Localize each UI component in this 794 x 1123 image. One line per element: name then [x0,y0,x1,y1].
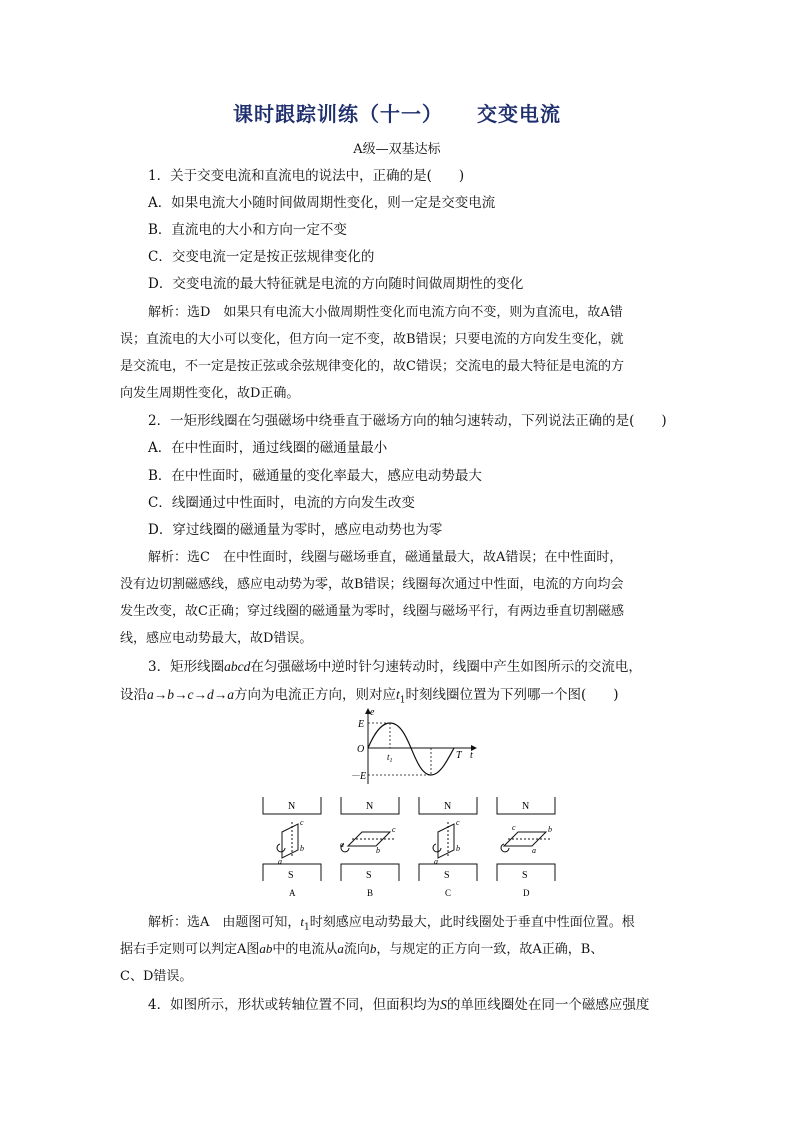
fig-d-north: N [522,801,530,812]
fig-b-south: S [366,870,372,881]
fig-b-north: N [366,801,374,812]
fig-label-c: C [445,888,452,898]
svg-text:b: b [376,846,380,855]
q3-stem-line2: 设沿a→b→c→d→a方向为电流正方向，则对应$t_1$时刻线圈位置为下列哪一个图( ) [120,687,619,706]
title-part2: 交变电流 [477,102,561,126]
svg-text:b: b [548,825,552,834]
emf-time-graph [350,706,485,788]
q2-solution-line4: 线，感应电动势最大，故D错误。 [120,631,313,646]
q3-solution-line2: 据右手定则可以判定A图ab中的电流从a流向b，与规定的正方向一致，故A正确，B、 [120,941,604,957]
graph-label-E: E [358,719,365,730]
q2-option-d: D．穿过线圈的磁通量为零时，感应电动势也为零 [148,522,443,538]
q2-option-a: A．在中性面时，通过线圈的磁通量最小 [148,440,388,456]
coil-C [438,824,454,858]
page-title [0,98,794,127]
coil-A [282,824,298,858]
graph-label-T: T [456,750,462,761]
q1-option-c: C．交变电流一定是按正弦规律变化的 [148,249,375,265]
title-part1: 课时跟踪训练（十一） [233,102,443,126]
q4-stem: 4．如图所示，形状或转轴位置不同，但面积均为S的单匝线圈处在同一个磁感应强度 [148,997,650,1013]
svg-text:b: b [456,844,460,853]
q2-solution-line2: 没有边切割磁感线，感应电动势为零，故B错误；线圈每次通过中性面，电流的方向均会 [120,577,624,592]
svg-text:c: c [456,818,460,827]
graph-label-t: t [470,750,473,761]
q1-solution-line1: 解析：选D 如果只有电流大小做周期性变化而电流方向不变，则为直流电，故A错 [148,305,623,320]
fig-c-north: N [444,801,452,812]
q2-option-c: C．线圈通过中性面时，电流的方向发生改变 [148,495,415,511]
q1-solution-line4: 向发生周期性变化，故D正确。 [120,386,300,401]
q1-option-a: A．如果电流大小随时间做周期性变化，则一定是交变电流 [148,195,496,211]
q1-solution-line2: 误；直流电的大小可以变化，但方向一定不变，故B错误；只要电流的方向发生变化，就 [120,332,624,347]
q3-solution-line3: C、D错误。 [120,969,193,984]
q2-solution-line3: 发生改变，故C正确；穿过线圈的磁通量为零时，线圈与磁场平行，有两边垂直切割磁感 [120,604,624,619]
svg-text:a: a [434,857,438,866]
coil-options-figure [260,794,560,902]
svg-text:c: c [512,823,516,832]
svg-text:b: b [300,844,304,853]
svg-text:a: a [340,840,344,849]
fig-a-north: N [288,801,296,812]
fig-label-b: B [367,888,374,898]
svg-text:c: c [300,818,304,827]
q2-option-b: B．在中性面时，磁通量的变化率最大，感应电动势最大 [148,468,482,484]
q3-solution-line1: 解析：选A 由题图可知，$t_1$时刻感应电动势最大，此时线圈处于垂直中性面位置。根 [148,914,635,933]
svg-text:a: a [278,857,282,866]
q2-stem: 2．一矩形线圈在匀强磁场中绕垂直于磁场方向的轴匀速转动，下列说法正确的是( ) [148,413,667,429]
fig-a-south: S [288,870,294,881]
fig-c-south: S [444,870,450,881]
svg-text:c: c [392,825,396,834]
q1-option-b: B．直流电的大小和方向一定不变 [148,222,347,238]
q3-stem-line1: 3．矩形线圈abcd在匀强磁场中逆时针匀速转动时，线圈中产生如图所示的交流电， [148,659,642,675]
fig-label-d: D [523,888,530,898]
q1-stem: 1．关于交变电流和直流电的说法中，正确的是( ) [148,168,465,184]
fig-label-a: A [289,888,296,898]
q1-solution-line3: 是交流电，不一定是按正弦或余弦规律变化的，故C错误；交流电的最大特征是电流的方 [120,359,624,374]
graph-label-e: e [370,707,375,718]
graph-sine-curve [368,723,454,775]
graph-label-negE: －E [350,771,367,782]
fig-d-south: S [522,870,528,881]
q2-solution-line1: 解析：选C 在中性面时，线圈与磁场垂直，磁通量最大，故A错误；在中性面时， [148,550,623,565]
svg-text:a: a [532,846,536,855]
graph-label-t1: $t_1$ [387,752,393,764]
q1-option-d: D．交变电流的最大特征就是电流的方向随时间做周期性的变化 [148,276,524,292]
graph-label-O: O [357,744,365,755]
section-subtitle: A级—双基达标 [353,142,441,157]
